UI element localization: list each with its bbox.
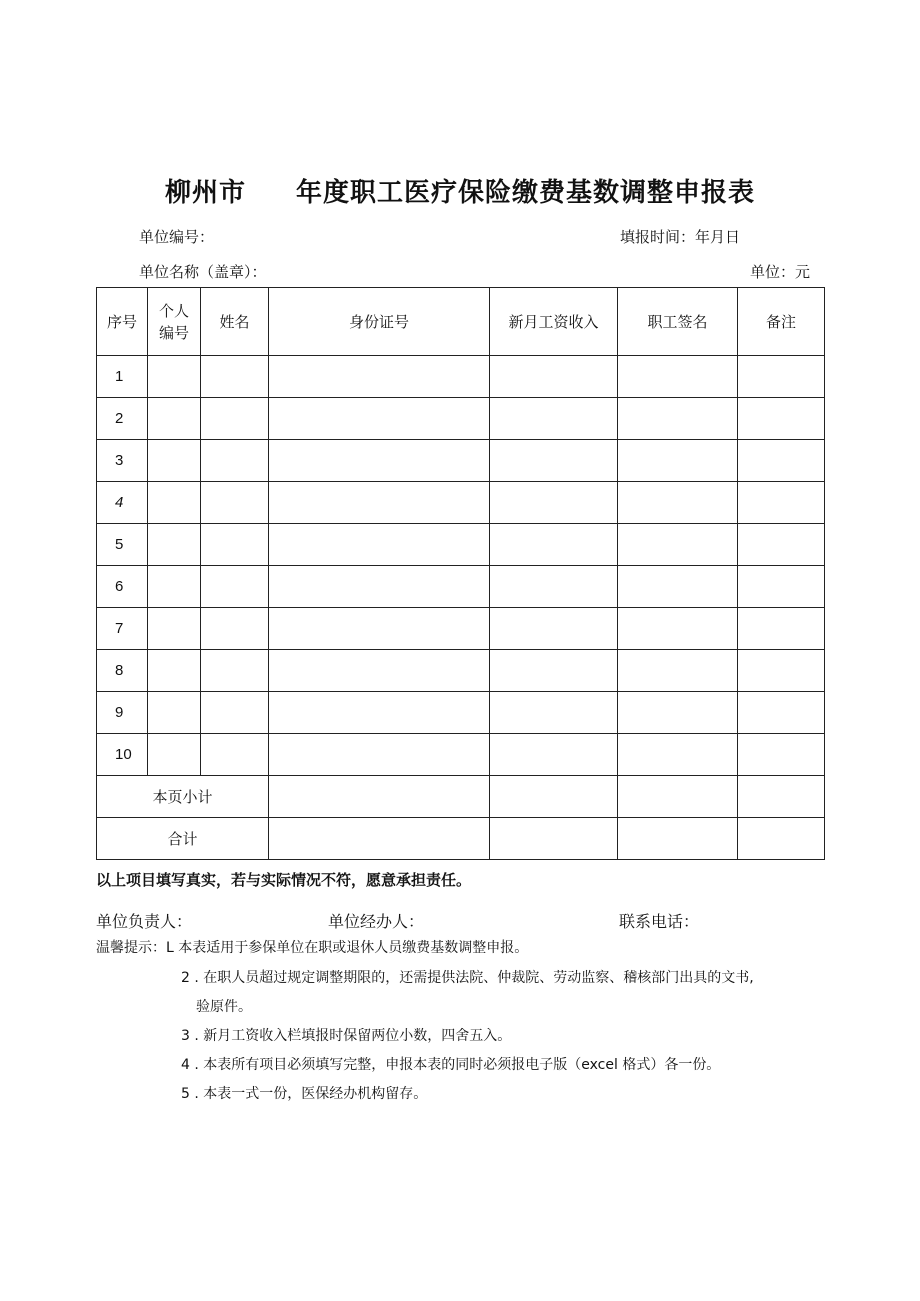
- unit-code-label: 单位编号：: [139, 228, 215, 246]
- cell-signature[interactable]: [618, 566, 738, 608]
- row-seq: 4: [97, 482, 148, 524]
- cell-name[interactable]: [201, 566, 269, 608]
- cell-personal-no[interactable]: [148, 650, 201, 692]
- cell-name[interactable]: [201, 398, 269, 440]
- cell-new-income[interactable]: [490, 566, 618, 608]
- cell-signature[interactable]: [618, 398, 738, 440]
- cell-new-income[interactable]: [490, 524, 618, 566]
- row-seq: 3: [97, 440, 148, 482]
- currency-unit-label: 单位：元: [749, 263, 810, 281]
- header-personal-no-line2: 编号: [158, 323, 189, 342]
- unit-name-label: 单位名称（盖章）：: [139, 263, 267, 281]
- header-remark: 备注: [738, 288, 825, 356]
- cell-id-number[interactable]: [269, 608, 490, 650]
- cell-signature[interactable]: [618, 356, 738, 398]
- header-id-number: 身份证号: [269, 288, 490, 356]
- cell-name[interactable]: [201, 650, 269, 692]
- title-city: 柳州市: [164, 178, 246, 208]
- cell-id-number[interactable]: [269, 734, 490, 776]
- cell-name[interactable]: [201, 440, 269, 482]
- cell-new-income[interactable]: [490, 734, 618, 776]
- cell-remark[interactable]: [738, 524, 825, 566]
- note-item-2: 2 . 在职人员超过规定调整期限的，还需提供法院、仲裁院、劳动监察、稽核部门出具的文书,: [181, 970, 754, 986]
- cell-signature[interactable]: [618, 692, 738, 734]
- note-item-5: 5 . 本表一式一份，医保经办机构留存。: [181, 1086, 428, 1102]
- cell-remark[interactable]: [738, 692, 825, 734]
- cell-id-number[interactable]: [269, 482, 490, 524]
- row-seq: 5: [97, 524, 148, 566]
- cell-remark[interactable]: [738, 482, 825, 524]
- cell-subtotal-remark[interactable]: [738, 776, 825, 818]
- fill-time-label: 填报时间：年月日: [620, 228, 741, 246]
- cell-personal-no[interactable]: [148, 692, 201, 734]
- header-seq: 序号: [97, 288, 148, 356]
- cell-personal-no[interactable]: [148, 356, 201, 398]
- unit-handler-label: 单位经办人：: [328, 912, 425, 931]
- cell-personal-no[interactable]: [148, 482, 201, 524]
- phone-label: 联系电话：: [619, 912, 700, 931]
- cell-remark[interactable]: [738, 398, 825, 440]
- cell-subtotal-income[interactable]: [490, 776, 618, 818]
- header-signature: 职工签名: [618, 288, 738, 356]
- cell-id-number[interactable]: [269, 398, 490, 440]
- cell-subtotal-id[interactable]: [269, 776, 490, 818]
- table-row: [97, 440, 825, 482]
- table-row: [97, 734, 825, 776]
- total-row: [97, 818, 825, 860]
- cell-remark[interactable]: [738, 440, 825, 482]
- cell-new-income[interactable]: [490, 398, 618, 440]
- cell-subtotal-signature[interactable]: [618, 776, 738, 818]
- header-personal-no: [148, 288, 201, 356]
- cell-remark[interactable]: [738, 566, 825, 608]
- declaration-text: 以上项目填写真实，若与实际情况不符，愿意承担责任。: [96, 871, 472, 889]
- cell-new-income[interactable]: [490, 440, 618, 482]
- cell-personal-no[interactable]: [148, 566, 201, 608]
- row-seq: 8: [97, 650, 148, 692]
- row-seq: 7: [97, 608, 148, 650]
- table-header-row: [97, 288, 825, 356]
- row-seq: 1: [97, 356, 148, 398]
- unit-head-label: 单位负责人：: [96, 912, 193, 931]
- cell-id-number[interactable]: [269, 566, 490, 608]
- subtotal-label: 本页小计: [97, 776, 269, 818]
- row-seq: 9: [97, 692, 148, 734]
- cell-signature[interactable]: [618, 650, 738, 692]
- cell-remark[interactable]: [738, 356, 825, 398]
- header-personal-no-line1: 个人: [158, 301, 189, 320]
- cell-total-id[interactable]: [269, 818, 490, 860]
- cell-signature[interactable]: [618, 440, 738, 482]
- note-item-2-cont: 验原件。: [196, 999, 252, 1015]
- cell-personal-no[interactable]: [148, 398, 201, 440]
- cell-new-income[interactable]: [490, 608, 618, 650]
- cell-personal-no[interactable]: [148, 608, 201, 650]
- table-row: [97, 398, 825, 440]
- cell-new-income[interactable]: [490, 692, 618, 734]
- table-row: [97, 608, 825, 650]
- table-row: [97, 650, 825, 692]
- cell-personal-no[interactable]: [148, 524, 201, 566]
- table-row: [97, 566, 825, 608]
- cell-remark[interactable]: [738, 650, 825, 692]
- cell-personal-no[interactable]: [148, 734, 201, 776]
- table-row: [97, 692, 825, 734]
- cell-name[interactable]: [201, 608, 269, 650]
- declaration-table: [96, 287, 825, 860]
- cell-signature[interactable]: [618, 524, 738, 566]
- table-row: [97, 482, 825, 524]
- note-item-4: 4 . 本表所有项目必须填写完整，申报本表的同时必须报电子版（excel 格式）各一份。: [181, 1057, 721, 1073]
- header-name: 姓名: [201, 288, 269, 356]
- cell-name[interactable]: [201, 692, 269, 734]
- cell-name[interactable]: [201, 356, 269, 398]
- cell-total-income[interactable]: [490, 818, 618, 860]
- cell-id-number[interactable]: [269, 692, 490, 734]
- cell-name[interactable]: [201, 524, 269, 566]
- table-row: [97, 356, 825, 398]
- table-row: [97, 524, 825, 566]
- cell-id-number[interactable]: [269, 440, 490, 482]
- header-new-income: 新月工资收入: [490, 288, 618, 356]
- cell-signature[interactable]: [618, 734, 738, 776]
- row-seq: 10: [97, 734, 148, 776]
- page-title: [0, 172, 920, 209]
- cell-signature[interactable]: [618, 608, 738, 650]
- total-label: 合计: [97, 818, 269, 860]
- cell-total-remark[interactable]: [738, 818, 825, 860]
- note-item-1: L 本表适用于参保单位在职或退休人员缴费基数调整申报。: [166, 940, 529, 956]
- cell-new-income[interactable]: [490, 482, 618, 524]
- cell-remark[interactable]: [738, 734, 825, 776]
- cell-total-signature[interactable]: [618, 818, 738, 860]
- note-item-3: 3 . 新月工资收入栏填报时保留两位小数，四舍五入。: [181, 1028, 512, 1044]
- title-text: 年度职工医疗保险缴费基数调整申报表: [296, 178, 756, 208]
- cell-signature[interactable]: [618, 482, 738, 524]
- cell-new-income[interactable]: [490, 356, 618, 398]
- cell-name[interactable]: [201, 734, 269, 776]
- cell-id-number[interactable]: [269, 356, 490, 398]
- cell-remark[interactable]: [738, 608, 825, 650]
- row-seq: 6: [97, 566, 148, 608]
- subtotal-row: [97, 776, 825, 818]
- cell-name[interactable]: [201, 482, 269, 524]
- cell-personal-no[interactable]: [148, 440, 201, 482]
- cell-new-income[interactable]: [490, 650, 618, 692]
- cell-id-number[interactable]: [269, 650, 490, 692]
- notes-prefix: 温馨提示：: [96, 940, 166, 956]
- row-seq: 2: [97, 398, 148, 440]
- cell-id-number[interactable]: [269, 524, 490, 566]
